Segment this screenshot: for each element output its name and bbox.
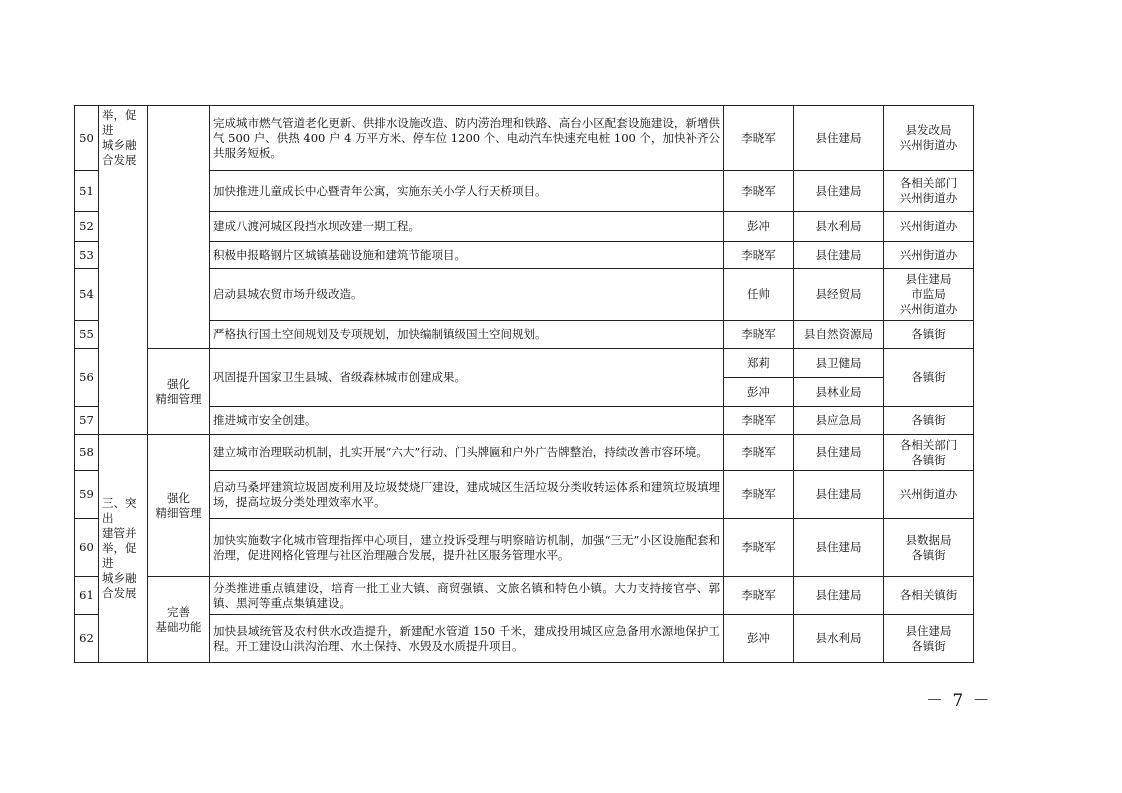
responsible-unit: 县自然资源局 bbox=[794, 321, 884, 349]
task-text: 巩固提升国家卫生县城、省级森林城市创建成果。 bbox=[210, 349, 724, 407]
row-number: 60 bbox=[75, 519, 99, 577]
cooperating-units: 各相关部门 各镇街 bbox=[884, 435, 974, 471]
subcategory-cell-empty bbox=[148, 106, 210, 349]
lead-person: 李晓军 bbox=[724, 577, 794, 615]
lead-person: 任帅 bbox=[724, 269, 794, 321]
responsible-unit: 县卫健局 bbox=[794, 349, 884, 378]
responsible-unit-secondary: 县林业局 bbox=[794, 378, 884, 407]
row-number: 57 bbox=[75, 407, 99, 435]
cooperating-units: 各镇街 bbox=[884, 321, 974, 349]
lead-person: 郑莉 bbox=[724, 349, 794, 378]
responsible-unit: 县住建局 bbox=[794, 106, 884, 171]
responsible-unit: 县水利局 bbox=[794, 615, 884, 663]
table-row bbox=[75, 519, 974, 577]
lead-person: 李晓军 bbox=[724, 435, 794, 471]
responsible-unit: 县住建局 bbox=[794, 577, 884, 615]
responsible-unit: 县应急局 bbox=[794, 407, 884, 435]
lead-person: 李晓军 bbox=[724, 321, 794, 349]
lead-person: 李晓军 bbox=[724, 242, 794, 269]
table-row bbox=[75, 435, 974, 471]
table-row bbox=[75, 349, 974, 378]
table-row bbox=[75, 321, 974, 349]
subcategory-cell: 完善 基础功能 bbox=[148, 577, 210, 663]
table-row bbox=[75, 269, 974, 321]
table-row bbox=[75, 242, 974, 269]
row-number: 59 bbox=[75, 471, 99, 519]
responsible-unit: 县住建局 bbox=[794, 519, 884, 577]
cooperating-units: 兴州街道办 bbox=[884, 212, 974, 242]
responsible-unit: 县住建局 bbox=[794, 435, 884, 471]
lead-person: 李晓军 bbox=[724, 106, 794, 171]
row-number: 58 bbox=[75, 435, 99, 471]
cooperating-units: 兴州街道办 bbox=[884, 471, 974, 519]
table-row bbox=[75, 171, 974, 212]
cooperating-units: 各镇街 bbox=[884, 349, 974, 407]
row-number: 55 bbox=[75, 321, 99, 349]
task-text: 建立城市治理联动机制，扎实开展“六大”行动、门头牌匾和户外广告牌整治，持续改善市容环境。 bbox=[210, 435, 724, 471]
task-text: 启动县城农贸市场升级改造。 bbox=[210, 269, 724, 321]
row-number: 62 bbox=[75, 615, 99, 663]
responsible-unit: 县经贸局 bbox=[794, 269, 884, 321]
responsible-unit: 县水利局 bbox=[794, 212, 884, 242]
table-row bbox=[75, 471, 974, 519]
lead-person: 李晓军 bbox=[724, 519, 794, 577]
task-text: 推进城市安全创建。 bbox=[210, 407, 724, 435]
task-text: 完成城市燃气管道老化更新、供排水设施改造、防内涝治理和铁路、高台小区配套设施建设，新增供气 500 户、供热 400 户 4 万平方米、停车位 1200 个、电动汽车快速充电桩 100 个，加快补齐公共服务短板。 bbox=[210, 106, 724, 171]
task-text: 加快县域统管及农村供水改造提升，新建配水管道 150 千米，建成投用城区应急备用水源地保护工程。开工建设山洪沟治理、水土保持、水毁及水质提升项目。 bbox=[210, 615, 724, 663]
cooperating-units: 县数据局 各镇街 bbox=[884, 519, 974, 577]
cooperating-units: 县住建局 市监局 兴州街道办 bbox=[884, 269, 974, 321]
lead-person: 李晓军 bbox=[724, 171, 794, 212]
lead-person-secondary: 彭冲 bbox=[724, 378, 794, 407]
task-table bbox=[74, 105, 974, 663]
table-row bbox=[75, 615, 974, 663]
row-number: 52 bbox=[75, 212, 99, 242]
cooperating-units: 各镇街 bbox=[884, 407, 974, 435]
task-text: 严格执行国土空间规划及专项规划，加快编制镇级国土空间规划。 bbox=[210, 321, 724, 349]
table-row bbox=[75, 106, 974, 171]
subcategory-cell: 强化 精细管理 bbox=[148, 349, 210, 435]
table-row bbox=[75, 212, 974, 242]
row-number: 50 bbox=[75, 106, 99, 171]
table-row bbox=[75, 407, 974, 435]
task-text: 启动马桑坪建筑垃圾固废利用及垃圾焚烧厂建设，建成城区生活垃圾分类收转运体系和建筑垃圾填埋场，提高垃圾分类处理效率水平。 bbox=[210, 471, 724, 519]
cooperating-units: 县发改局 兴州街道办 bbox=[884, 106, 974, 171]
row-number: 54 bbox=[75, 269, 99, 321]
category-cell: 举，促进 城乡融 合发展 bbox=[99, 106, 148, 435]
responsible-unit: 县住建局 bbox=[794, 242, 884, 269]
cooperating-units: 各相关镇街 bbox=[884, 577, 974, 615]
cooperating-units: 兴州街道办 bbox=[884, 242, 974, 269]
lead-person: 李晓军 bbox=[724, 407, 794, 435]
table-row bbox=[75, 577, 974, 615]
row-number: 51 bbox=[75, 171, 99, 212]
responsible-unit: 县住建局 bbox=[794, 171, 884, 212]
cooperating-units: 各相关部门 兴州街道办 bbox=[884, 171, 974, 212]
category-cell: 三、突出 建管并 举，促进 城乡融 合发展 bbox=[99, 435, 148, 663]
page-number: － 7 － bbox=[926, 691, 992, 711]
task-text: 建成八渡河城区段挡水坝改建一期工程。 bbox=[210, 212, 724, 242]
cooperating-units: 县住建局 各镇街 bbox=[884, 615, 974, 663]
row-number: 56 bbox=[75, 349, 99, 407]
lead-person: 李晓军 bbox=[724, 471, 794, 519]
task-text: 积极申报略钢片区城镇基础设施和建筑节能项目。 bbox=[210, 242, 724, 269]
task-text: 加快实施数字化城市管理指挥中心项目，建立投诉受理与明察暗访机制，加强“三无”小区设施配套和治理，促进网格化管理与社区治理融合发展，提升社区服务管理水平。 bbox=[210, 519, 724, 577]
lead-person: 彭冲 bbox=[724, 615, 794, 663]
task-text: 分类推进重点镇建设，培育一批工业大镇、商贸强镇、文旅名镇和特色小镇。大力支持接官亭、郭镇、黑河等重点集镇建设。 bbox=[210, 577, 724, 615]
responsible-unit: 县住建局 bbox=[794, 471, 884, 519]
row-number: 61 bbox=[75, 577, 99, 615]
task-text: 加快推进儿童成长中心暨青年公寓，实施东关小学人行天桥项目。 bbox=[210, 171, 724, 212]
lead-person: 彭冲 bbox=[724, 212, 794, 242]
row-number: 53 bbox=[75, 242, 99, 269]
subcategory-cell: 强化 精细管理 bbox=[148, 435, 210, 577]
